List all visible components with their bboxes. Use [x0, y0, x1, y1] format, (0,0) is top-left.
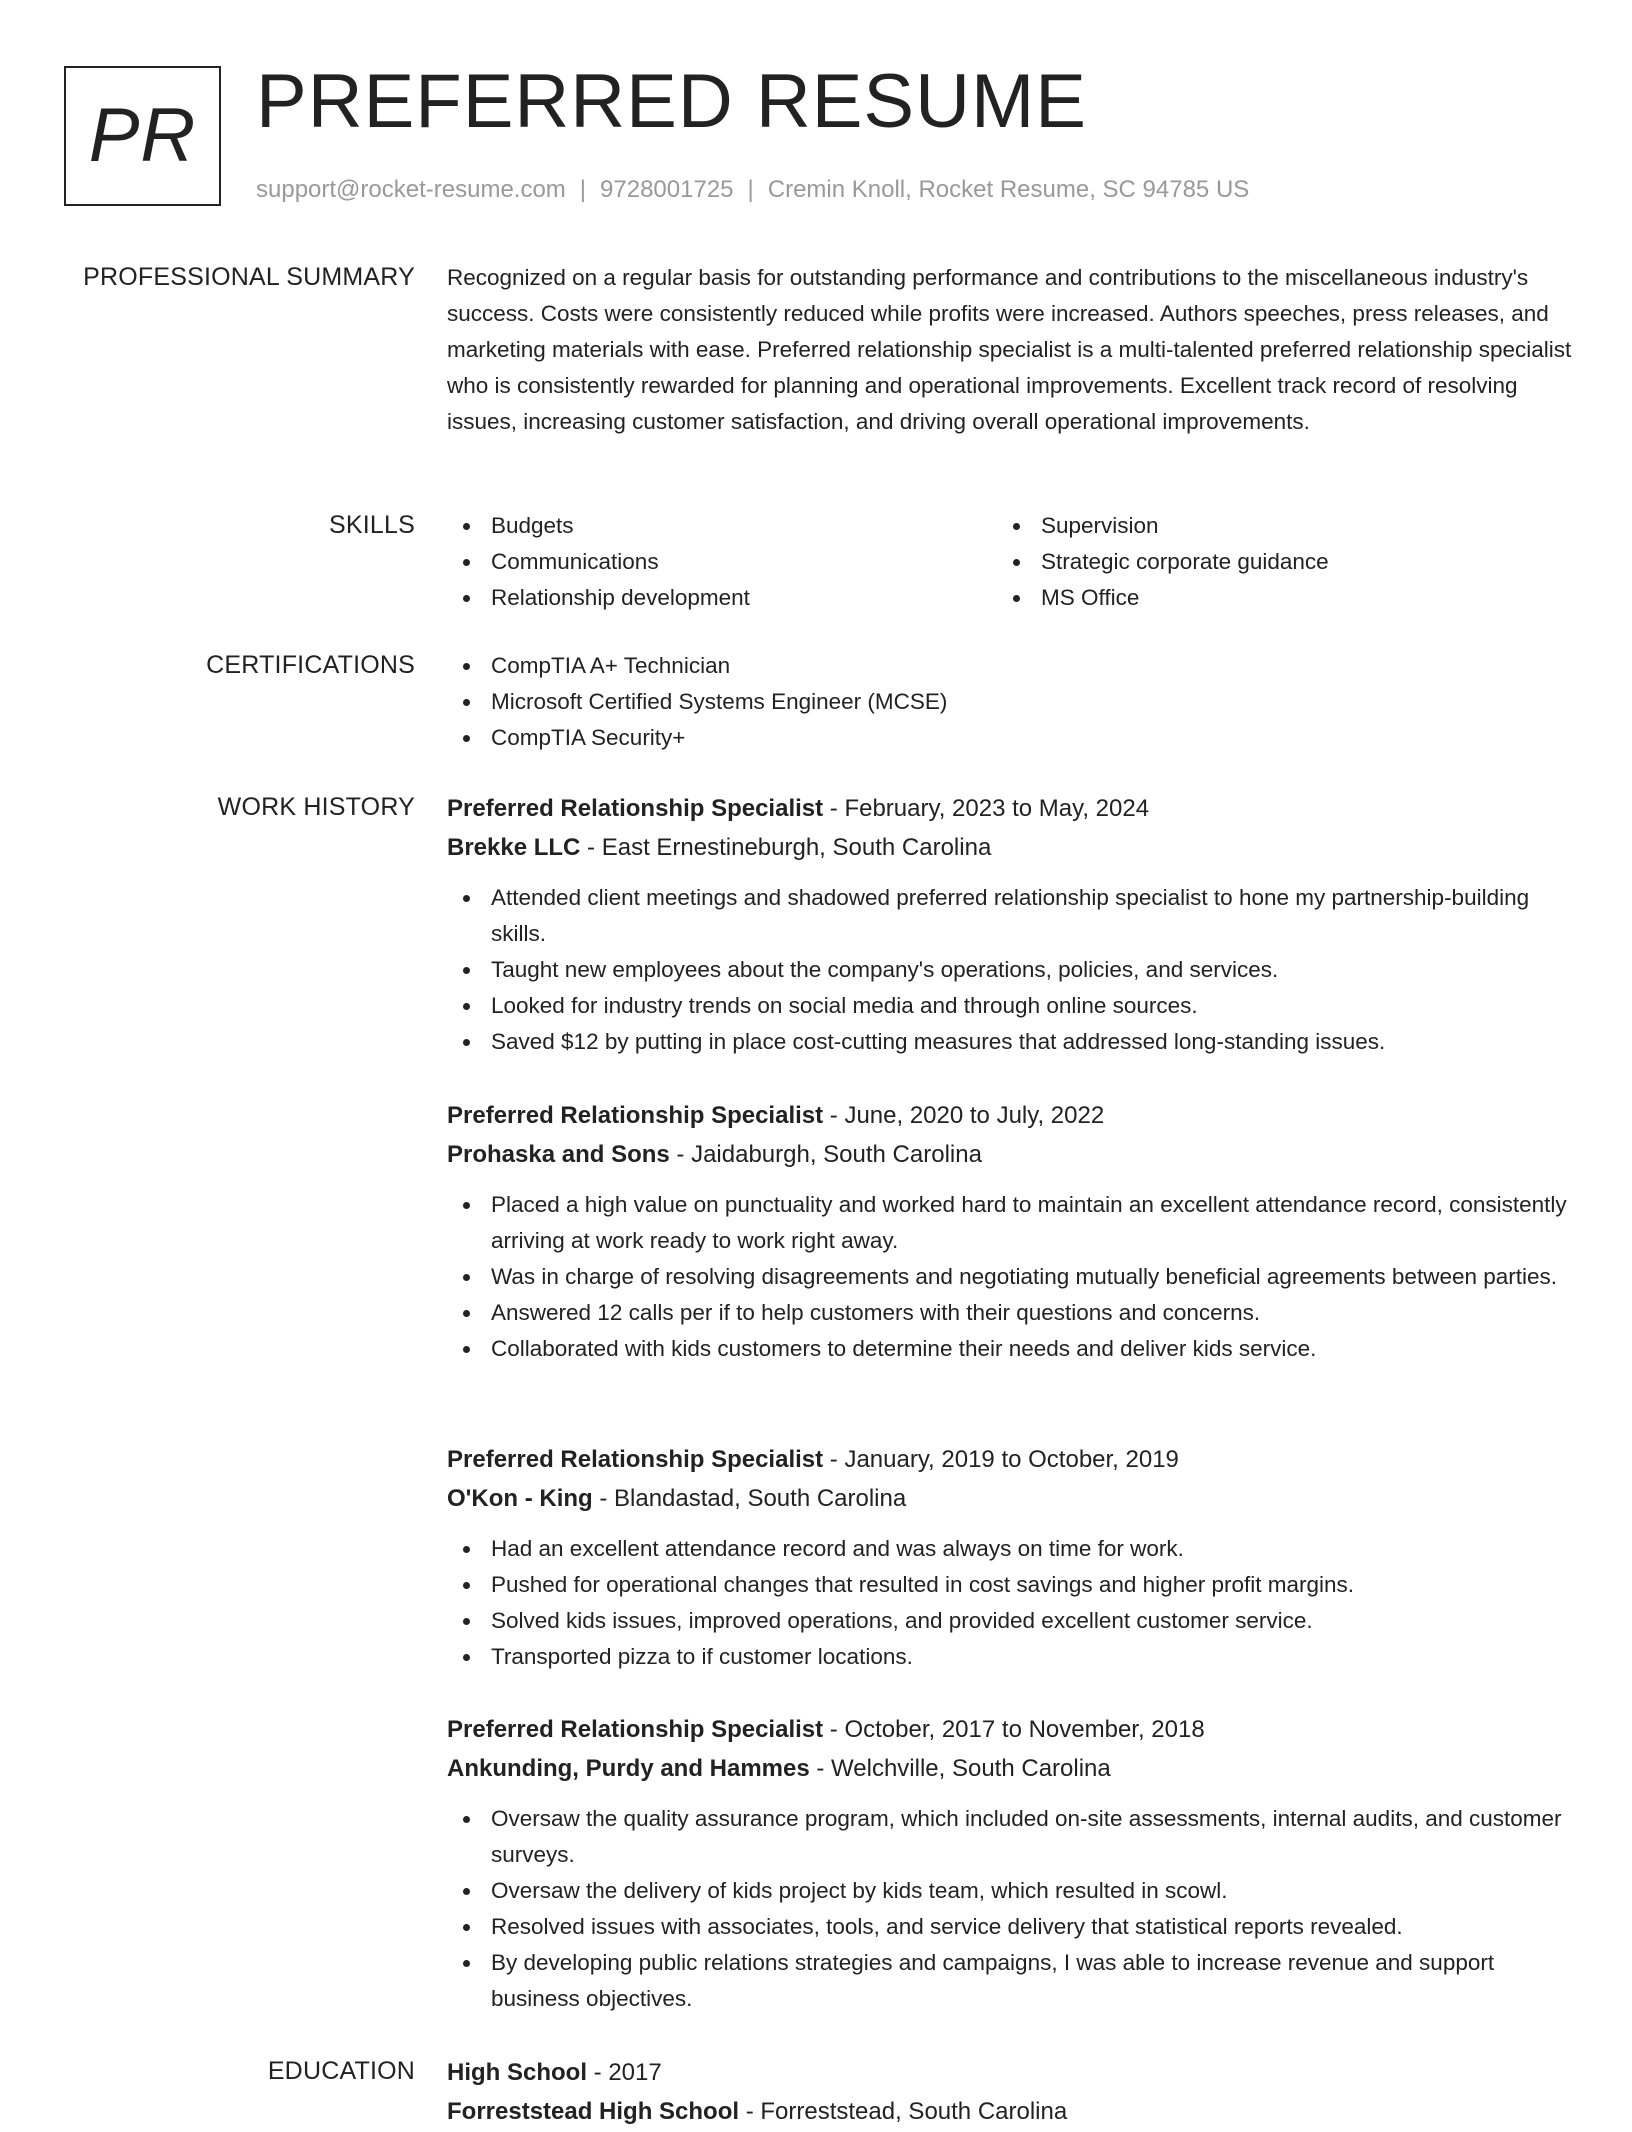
job-bullet: Taught new employees about the company's operations, policies, and services.: [447, 952, 1572, 988]
contact-email: support@rocket-resume.com: [256, 176, 566, 203]
skill-item: Relationship development: [447, 580, 997, 616]
job-entry: [447, 1441, 1572, 1675]
job-bullet: Saved $12 by putting in place cost-cutting measures that addressed long-standing issues.: [447, 1024, 1572, 1060]
contact-line: [256, 174, 1249, 206]
education-location: - Forreststead, South Carolina: [739, 2098, 1068, 2125]
education-school: Forreststead High School: [447, 2098, 740, 2125]
job-company-line: [447, 1749, 1572, 1789]
job-bullet: Placed a high value on punctuality and worked hard to maintain an excellent attendance record, consistently arriving at work ready to work right away.: [447, 1187, 1572, 1259]
job-location: - East Ernestineburgh, South Carolina: [580, 834, 992, 861]
summary-content: [447, 260, 1572, 440]
section-label-work-history: WORK HISTORY: [217, 793, 415, 821]
job-bullet: Resolved issues with associates, tools, and service delivery that statistical reports revealed.: [447, 1909, 1572, 1945]
education-degree: High School: [447, 2059, 587, 2086]
job-title-line: [447, 790, 1572, 828]
section-label-skills: SKILLS: [329, 511, 415, 539]
job-bullet: Collaborated with kids customers to determine their needs and deliver kids service.: [447, 1331, 1572, 1367]
job-company-line: [447, 1135, 1572, 1175]
skills-content: [447, 508, 1572, 616]
job-bullets: [447, 1531, 1572, 1675]
job-bullets: [447, 880, 1572, 1060]
job-title: Preferred Relationship Specialist: [447, 1446, 824, 1473]
job-dates: - February, 2023 to May, 2024: [823, 795, 1150, 822]
section-label-education: EDUCATION: [267, 2057, 415, 2085]
job-bullet: Looked for industry trends on social media and through online sources.: [447, 988, 1572, 1024]
job-company: Brekke LLC: [447, 834, 581, 861]
section-label-summary: PROFESSIONAL SUMMARY: [83, 263, 415, 291]
job-entry: [447, 790, 1572, 1060]
certifications-content: [447, 648, 1572, 756]
job-bullet: Oversaw the delivery of kids project by kids team, which resulted in scowl.: [447, 1873, 1572, 1909]
job-dates: - June, 2020 to July, 2022: [823, 1102, 1105, 1129]
job-dates: - January, 2019 to October, 2019: [823, 1446, 1179, 1473]
education-school-line: [447, 2092, 1572, 2132]
section-label-certifications: CERTIFICATIONS: [206, 651, 415, 679]
education-year: - 2017: [587, 2059, 662, 2086]
job-title-line: [447, 1441, 1572, 1479]
job-company: O'Kon - King: [447, 1485, 593, 1512]
job-title: Preferred Relationship Specialist: [447, 1102, 824, 1129]
job-title-line: [447, 1097, 1572, 1135]
job-bullet: Pushed for operational changes that resulted in cost savings and higher profit margins.: [447, 1567, 1572, 1603]
skill-item: MS Office: [997, 580, 1547, 616]
job-bullet: Attended client meetings and shadowed preferred relationship specialist to hone my partnership-building skills.: [447, 880, 1572, 952]
job-title: Preferred Relationship Specialist: [447, 1716, 824, 1743]
job-dates: - October, 2017 to November, 2018: [823, 1716, 1205, 1743]
job-location: - Blandastad, South Carolina: [592, 1485, 907, 1512]
job-bullet: Transported pizza to if customer locations.: [447, 1639, 1572, 1675]
job-bullet: Oversaw the quality assurance program, which included on-site assessments, internal audits, and customer surveys.: [447, 1801, 1572, 1873]
contact-separator: |: [747, 176, 754, 203]
job-company: Ankunding, Purdy and Hammes: [447, 1755, 810, 1782]
job-company: Prohaska and Sons: [447, 1141, 670, 1168]
candidate-name: PREFERRED RESUME: [256, 59, 1087, 144]
job-bullet: Solved kids issues, improved operations, and provided excellent customer service.: [447, 1603, 1572, 1639]
contact-address: Cremin Knoll, Rocket Resume, SC 94785 US: [767, 176, 1250, 203]
job-bullet: Answered 12 calls per if to help customers with their questions and concerns.: [447, 1295, 1572, 1331]
certification-item: CompTIA A+ Technician: [447, 648, 1572, 684]
summary-text: Recognized on a regular basis for outstanding performance and contributions to the miscellaneous industry's success. Costs were consistently reduced while profits were increased. Authors speeches, press releases, and marketing materials with ease. Preferred relationship specialist is a multi-talented preferred relationship specialist who is consistently rewarded for planning and operational improvements. Excellent track record of resolving issues, increasing customer satisfaction, and driving overall operational improvements.: [447, 265, 1572, 434]
contact-separator: |: [579, 176, 587, 203]
job-title-line: [447, 1711, 1572, 1749]
skill-item: Supervision: [997, 508, 1547, 544]
job-entry: [447, 1097, 1572, 1367]
job-company-line: [447, 828, 1572, 868]
skills-column-1: [447, 508, 997, 616]
skill-item: Communications: [447, 544, 997, 580]
job-entry: [447, 1711, 1572, 2017]
certification-item: CompTIA Security+: [447, 720, 1572, 756]
skills-column-2: [997, 508, 1547, 616]
education-content: [447, 2054, 1572, 2132]
skill-item: Budgets: [447, 508, 997, 544]
job-company-line: [447, 1479, 1572, 1519]
job-bullet: By developing public relations strategies and campaigns, I was able to increase revenue and support business objectives.: [447, 1945, 1572, 2017]
job-bullet: Was in charge of resolving disagreements and negotiating mutually beneficial agreements between parties.: [447, 1259, 1572, 1295]
job-bullet: Had an excellent attendance record and was always on time for work.: [447, 1531, 1572, 1567]
monogram-box: [64, 66, 221, 206]
job-location: - Jaidaburgh, South Carolina: [669, 1141, 982, 1168]
job-location: - Welchville, South Carolina: [809, 1755, 1111, 1782]
education-degree-line: [447, 2054, 1572, 2092]
monogram: PR: [88, 93, 197, 178]
job-bullets: [447, 1801, 1572, 2017]
skill-item: Strategic corporate guidance: [997, 544, 1547, 580]
job-title: Preferred Relationship Specialist: [447, 795, 824, 822]
certification-item: Microsoft Certified Systems Engineer (MCSE): [447, 684, 1572, 720]
job-bullets: [447, 1187, 1572, 1367]
contact-phone: 9728001725: [600, 176, 734, 203]
